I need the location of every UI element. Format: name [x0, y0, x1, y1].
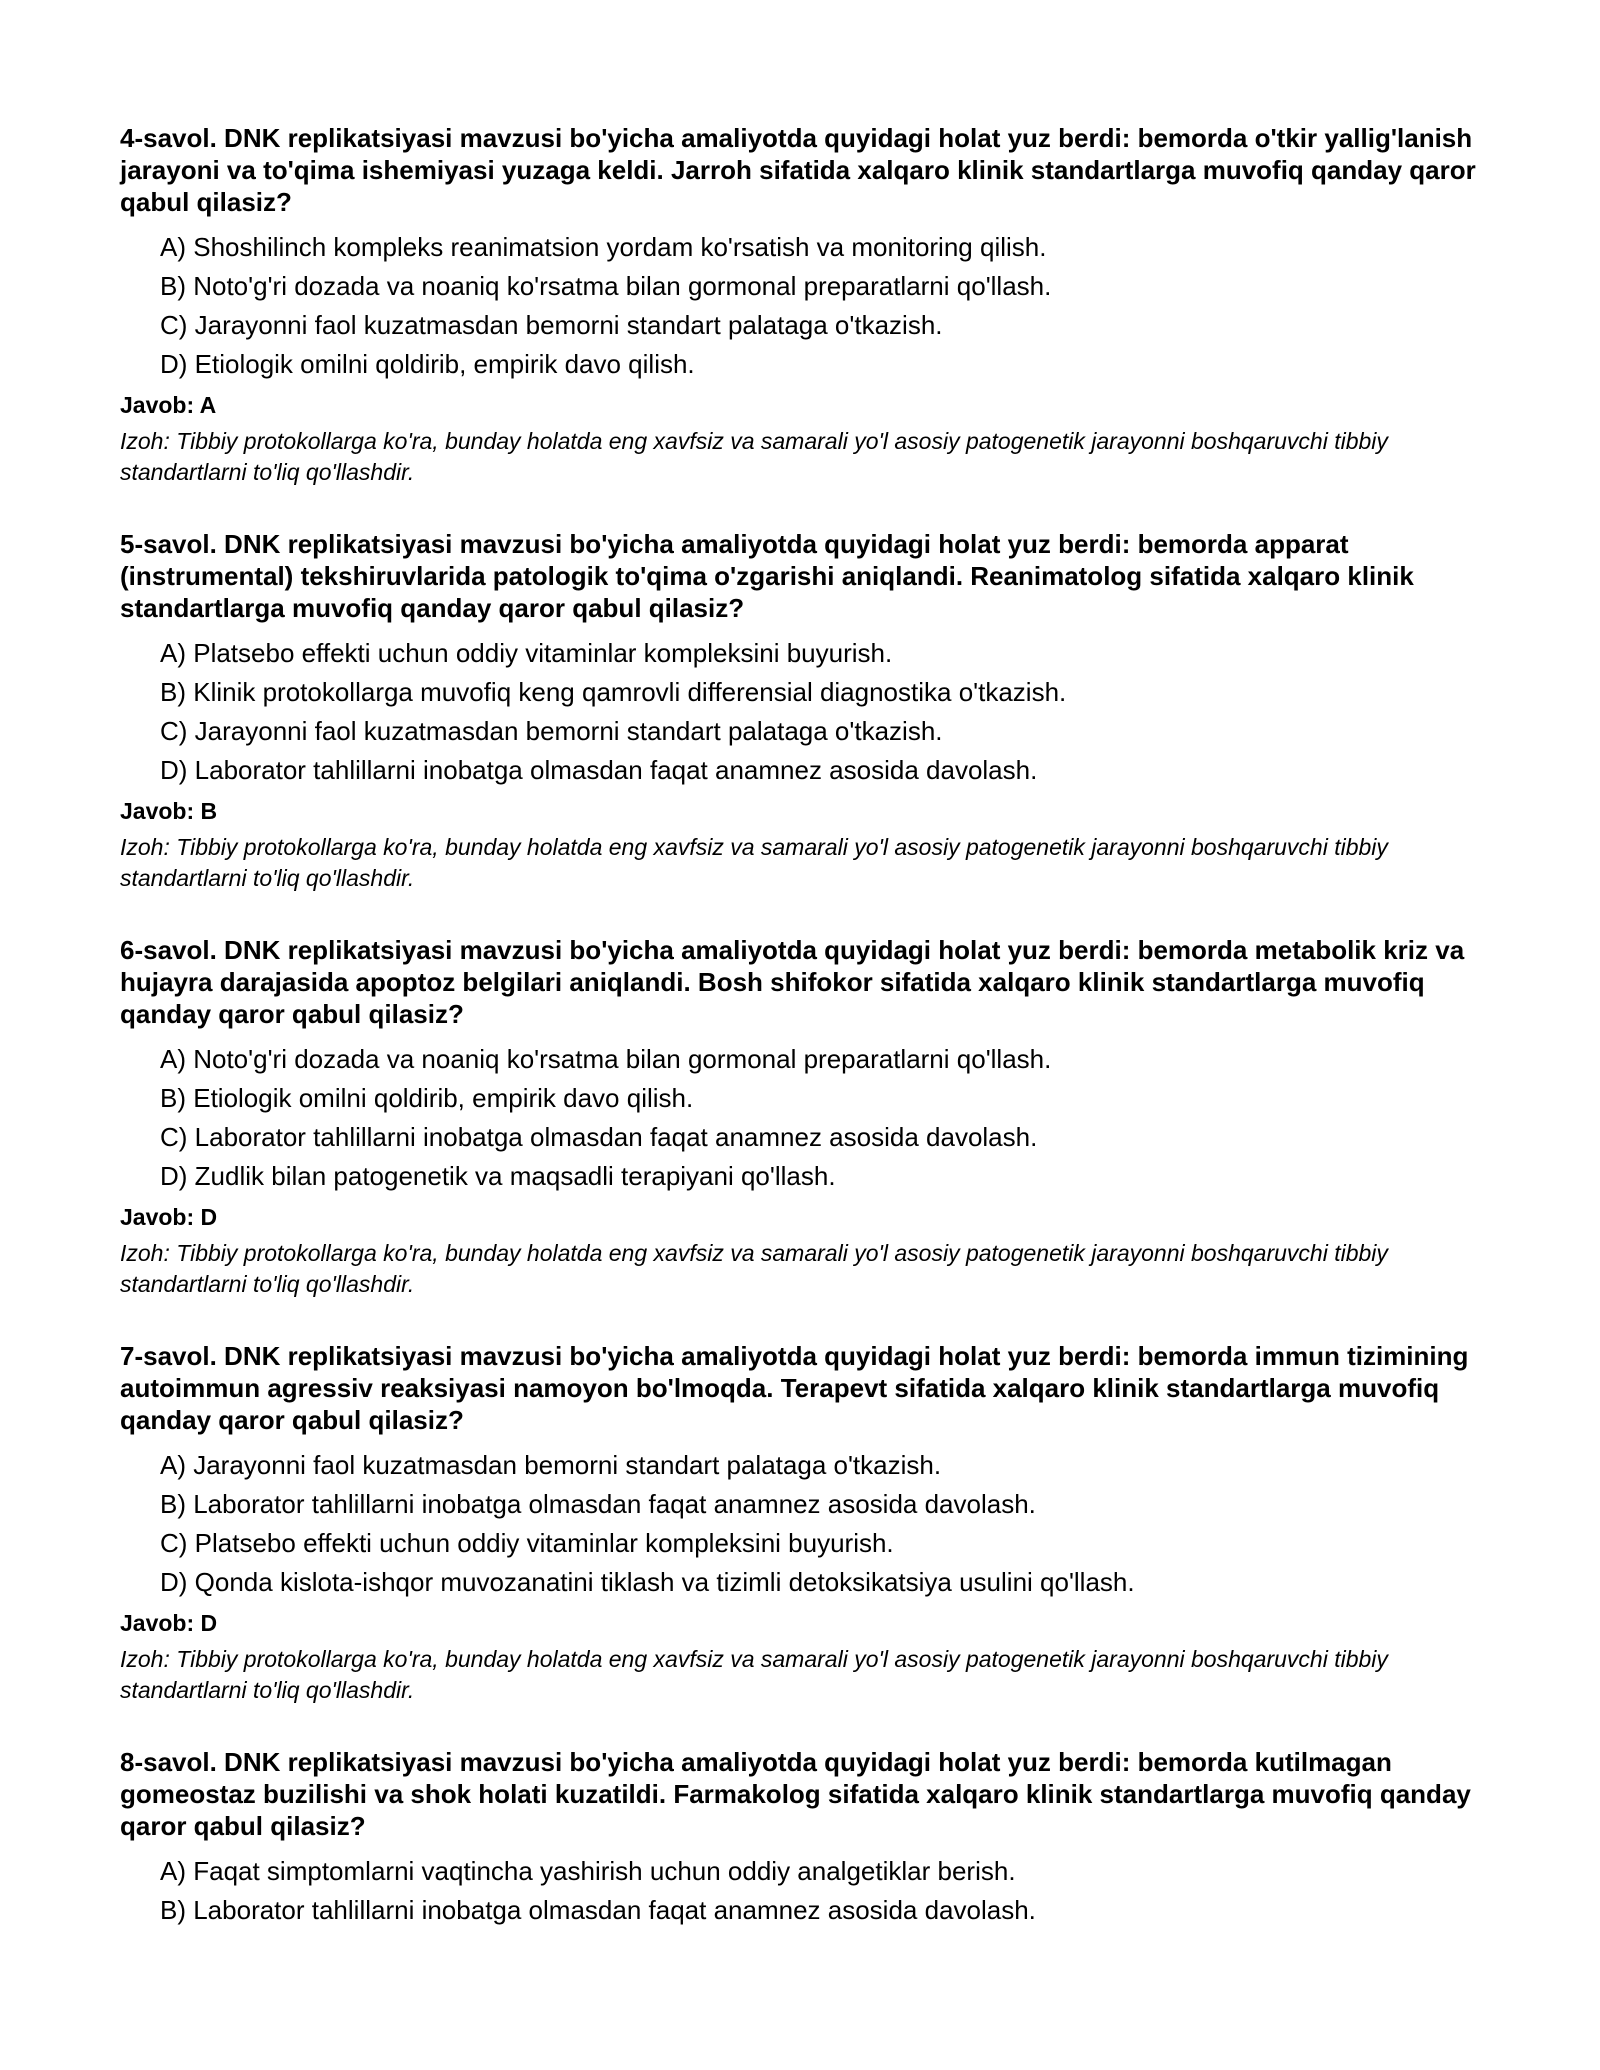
question-5	[120, 528, 1500, 894]
answer-label: Javob: A	[120, 392, 217, 418]
question-6	[120, 934, 1500, 1300]
question-title: 6-savol. DNK replikatsiyasi mavzusi bo'yicha amaliyotda quyidagi holat yuz berdi: bemorda metabolik kriz va hujayra darajasida apoptoz belgilari aniqlandi. Bosh shifokor sifatida xalqaro klinik standartlarga muvofiq qanday qaror qabul qilasiz?	[120, 935, 1465, 1029]
option-a: A) Faqat simptomlarni vaqtincha yashirish uchun oddiy analgetiklar berish.	[160, 1856, 1016, 1886]
option-c: C) Jarayonni faol kuzatmasdan bemorni standart palataga o'tkazish.	[160, 310, 943, 340]
question-7	[120, 1340, 1500, 1706]
explanation-note: Izoh: Tibbiy protokollarga ko'ra, bunday holatda eng xavfsiz va samarali yo'l asosiy patogenetik jarayonni boshqaruvchi tibbiy standartlarni to'liq qo'llashdir.	[120, 1240, 1388, 1297]
option-d: D) Etiologik omilni qoldirib, empirik davo qilish.	[160, 349, 695, 379]
option-b: B) Noto'g'ri dozada va noaniq ko'rsatma bilan gormonal preparatlarni qo'llash.	[160, 271, 1052, 301]
question-title: 4-savol. DNK replikatsiyasi mavzusi bo'yicha amaliyotda quyidagi holat yuz berdi: bemorda o'tkir yallig'lanish jarayoni va to'qima ishemiyasi yuzaga keldi. Jarroh sifatida xalqaro klinik standartlarga muvofiq qanday qaror qabul qilasiz?	[120, 123, 1476, 217]
option-d: D) Qonda kislota-ishqor muvozanatini tiklash va tizimli detoksikatsiya usulini qo'llash.	[160, 1567, 1135, 1597]
question-8	[120, 1746, 1500, 1930]
option-a: A) Shoshilinch kompleks reanimatsion yordam ko'rsatish va monitoring qilish.	[160, 232, 1047, 262]
explanation-note: Izoh: Tibbiy protokollarga ko'ra, bunday holatda eng xavfsiz va samarali yo'l asosiy patogenetik jarayonni boshqaruvchi tibbiy standartlarni to'liq qo'llashdir.	[120, 1646, 1388, 1703]
options-list	[120, 1852, 1500, 1930]
option-c: C) Laborator tahlillarni inobatga olmasdan faqat anamnez asosida davolash.	[160, 1122, 1038, 1152]
question-title: 7-savol. DNK replikatsiyasi mavzusi bo'yicha amaliyotda quyidagi holat yuz berdi: bemorda immun tizimining autoimmun agressiv reaksiyasi namoyon bo'lmoqda. Terapevt sifatida xalqaro klinik standartlarga muvofiq qanday qaror qabul qilasiz?	[120, 1341, 1469, 1435]
option-b: B) Laborator tahlillarni inobatga olmasdan faqat anamnez asosida davolash.	[160, 1895, 1036, 1925]
question-title: 5-savol. DNK replikatsiyasi mavzusi bo'yicha amaliyotda quyidagi holat yuz berdi: bemorda apparat (instrumental) tekshiruvlarida patologik to'qima o'zgarishi aniqlandi. Reanimatolog sifatida xalqaro klinik standartlarga muvofiq qanday qaror qabul qilasiz?	[120, 529, 1414, 623]
options-list	[120, 228, 1500, 384]
explanation-note: Izoh: Tibbiy protokollarga ko'ra, bunday holatda eng xavfsiz va samarali yo'l asosiy patogenetik jarayonni boshqaruvchi tibbiy standartlarni to'liq qo'llashdir.	[120, 834, 1388, 891]
answer-label: Javob: D	[120, 1610, 218, 1636]
option-a: A) Jarayonni faol kuzatmasdan bemorni standart palataga o'tkazish.	[160, 1450, 942, 1480]
options-list	[120, 634, 1500, 790]
question-title: 8-savol. DNK replikatsiyasi mavzusi bo'yicha amaliyotda quyidagi holat yuz berdi: bemorda kutilmagan gomeostaz buzilishi va shok holati kuzatildi. Farmakolog sifatida xalqaro klinik standartlarga muvofiq qanday qaror qabul qilasiz?	[120, 1747, 1471, 1841]
answer-label: Javob: D	[120, 1204, 218, 1230]
options-list	[120, 1040, 1500, 1196]
option-b: B) Etiologik omilni qoldirib, empirik davo qilish.	[160, 1083, 694, 1113]
option-b: B) Klinik protokollarga muvofiq keng qamrovli differensial diagnostika o'tkazish.	[160, 677, 1067, 707]
option-d: D) Laborator tahlillarni inobatga olmasdan faqat anamnez asosida davolash.	[160, 755, 1038, 785]
option-c: C) Platsebo effekti uchun oddiy vitaminlar kompleksini buyurish.	[160, 1528, 894, 1558]
options-list	[120, 1446, 1500, 1602]
question-4	[120, 122, 1500, 488]
option-d: D) Zudlik bilan patogenetik va maqsadli terapiyani qo'llash.	[160, 1161, 836, 1191]
option-a: A) Noto'g'ri dozada va noaniq ko'rsatma bilan gormonal preparatlarni qo'llash.	[160, 1044, 1052, 1074]
option-a: A) Platsebo effekti uchun oddiy vitaminlar kompleksini buyurish.	[160, 638, 893, 668]
option-c: C) Jarayonni faol kuzatmasdan bemorni standart palataga o'tkazish.	[160, 716, 943, 746]
document-page	[120, 122, 1500, 1970]
explanation-note: Izoh: Tibbiy protokollarga ko'ra, bunday holatda eng xavfsiz va samarali yo'l asosiy patogenetik jarayonni boshqaruvchi tibbiy standartlarni to'liq qo'llashdir.	[120, 428, 1388, 485]
answer-label: Javob: B	[120, 798, 218, 824]
option-b: B) Laborator tahlillarni inobatga olmasdan faqat anamnez asosida davolash.	[160, 1489, 1036, 1519]
